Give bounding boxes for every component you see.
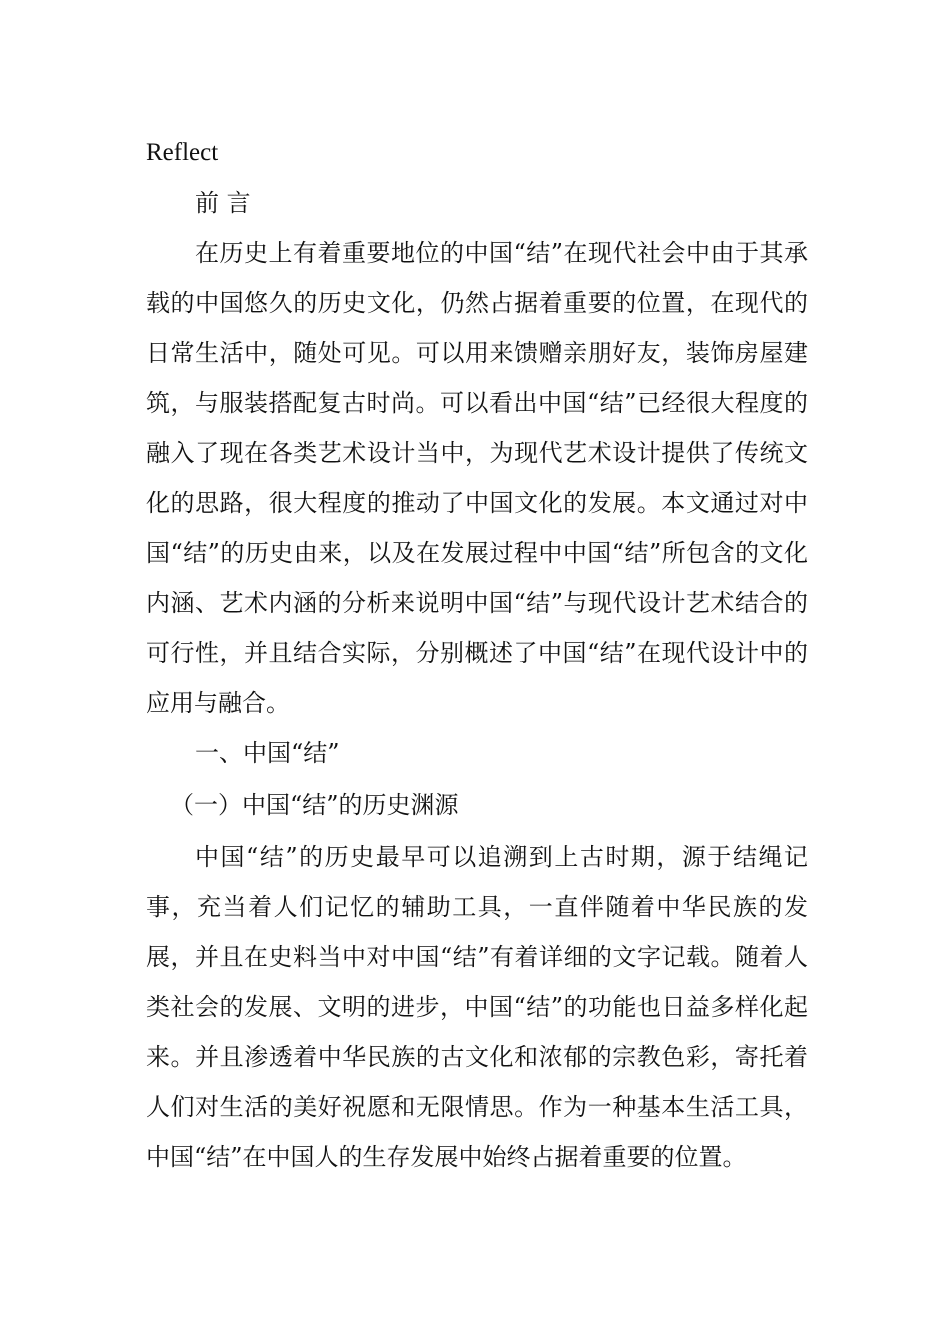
preface-paragraph: 在历史上有着重要地位的中国“结”在现代社会中由于其承载的中国悠久的历史文化，仍然占据着重要的位置，在现代的日常生活中，随处可见。可以用来馈赠亲朋好友，装饰房屋建筑，与服装搭配复古时尚。可以看出中国“结”已经很大程度的融入了现在各类艺术设计当中，为现代艺术设计提供了传统文化的思路，很大程度的推动了中国文化的发展。本文通过对中国“结”的历史由来，以及在发展过程中中国“结”所包含的文化内涵、艺术内涵的分析来说明中国“结”与现代设计艺术结合的可行性，并且结合实际，分别概述了中国“结”在现代设计中的应用与融合。	[146, 239, 808, 717]
preface-heading: 前 言	[195, 189, 251, 217]
document-page	[146, 128, 808, 1182]
section-1-heading: 一、中国“结”	[195, 739, 340, 767]
section-1-paragraph: 中国“结”的历史最早可以追溯到上古时期，源于结绳记事，充当着人们记忆的辅助工具，一直伴随着中华民族的发展，并且在史料当中对中国“结”有着详细的文字记载。随着人类社会的发展、文明的进步，中国“结”的功能也日益多样化起来。并且渗透着中华民族的古文化和浓郁的宗教色彩，寄托着人们对生活的美好祝愿和无限情思。作为一种基本生活工具，中国“结”在中国人的生存发展中始终占据着重要的位置。	[146, 843, 808, 1171]
section-1-sub-heading: （一）中国“结”的历史渊源	[170, 791, 459, 819]
document-title: Reflect	[146, 139, 219, 166]
